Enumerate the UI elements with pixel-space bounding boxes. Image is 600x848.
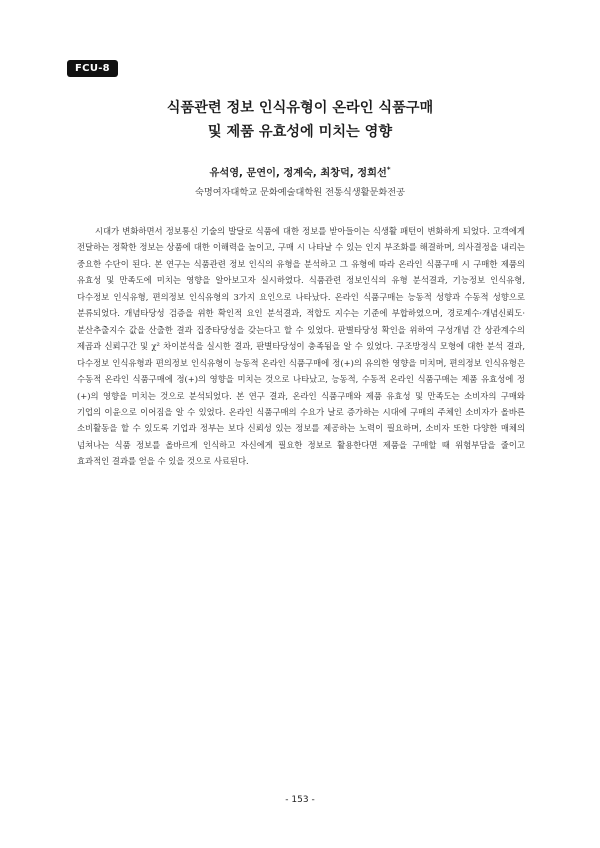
paper-title-line-1: 식품관련 정보 인식유형이 온라인 식품구매 (166, 100, 434, 116)
corresponding-author-mark: * (386, 165, 391, 174)
paper-title (60, 96, 540, 144)
page-number: - 153 - (285, 795, 315, 805)
author-list (60, 164, 540, 179)
author-affiliation: 숙명여자대학교 문화예술대학원 전통식생활문화전공 (195, 187, 405, 198)
abstract-body: 시대가 변화하면서 정보통신 기술의 발달로 식품에 대한 정보를 받아들이는 식생활 패턴이 변화하게 되었다. 고객에게 전달하는 정확한 정보는 상품에 대한 이해력을 높이고, 구매 시 나타날 수 있는 인지 부조화를 해결하며, 의사결정을 내리는 중요한 수단이 된다. 본 연구는 식품관련 정보 인식의 유형을 분석하고 그 유형에 따라 온라인 식품구매 시 구매한 제품의 유효성 및 만족도에 미치는 영향을 알아보고자 실시하였다. 식품관련 정보인식의 유형 분석결과, 기능정보 인식유형, 다수정보 인식유형, 편의정보 인식유형의 3가지 요인으로 나타났다. 온라인 식품구매는 능동적 성향과 수동적 성향으로 분류되었다. 개념타당성 검증을 위한 확인적 요인 분석결과, 적합도 지수는 기준에 부합하였으며, 경로계수·개념신뢰도·분산추출지수 값을 산출한 결과 집중타당성을 갖는다고 할 수 있었다. 판별타당성 확인을 위하여 구성개념 간 상관계수의 제곱과 신뢰구간 및 χ² 차이분석을 실시한 결과, 판별타당성이 충족됨을 알 수 있었다. 구조방정식 모형에 대한 분석 결과, 다수정보 인식유형과 편의정보 인식유형이 능동적 온라인 식품구매에 정(+)의 유의한 영향을 미치며, 편의정보 인식유형은 수동적 온라인 식품구매에 정(+)의 영향을 미치는 것으로 나타났고, 능동적, 수동적 온라인 식품구매는 제품 유효성에 정(+)의 영향을 미치는 것으로 분석되었다. 본 연구 결과, 온라인 식품구매와 제품 유효성 및 만족도는 소비자의 구매와 기업의 이윤으로 이어짐을 알 수 있었다. 온라인 식품구매의 수요가 날로 증가하는 시대에 구매의 주체인 소비자가 올바른 소비활동을 할 수 있도록 기업과 정부는 보다 신뢰성 있는 정보를 제공하는 노력이 필요하며, 소비자 또한 다양한 매체의 넘쳐나는 식품 정보를 올바르게 인식하고 자신에게 필요한 정보로 활용한다면 제품을 구매할 때 위험부담을 줄이고 효과적인 결과를 얻을 수 있을 것으로 사료된다. (77, 226, 525, 467)
author-names: 유석영, 문연이, 정계숙, 최창덕, 정희선 (209, 168, 387, 179)
session-code-badge: FCU-8 (67, 60, 118, 77)
paper-title-line-2: 및 제품 유효성에 미치는 영향 (207, 124, 393, 140)
